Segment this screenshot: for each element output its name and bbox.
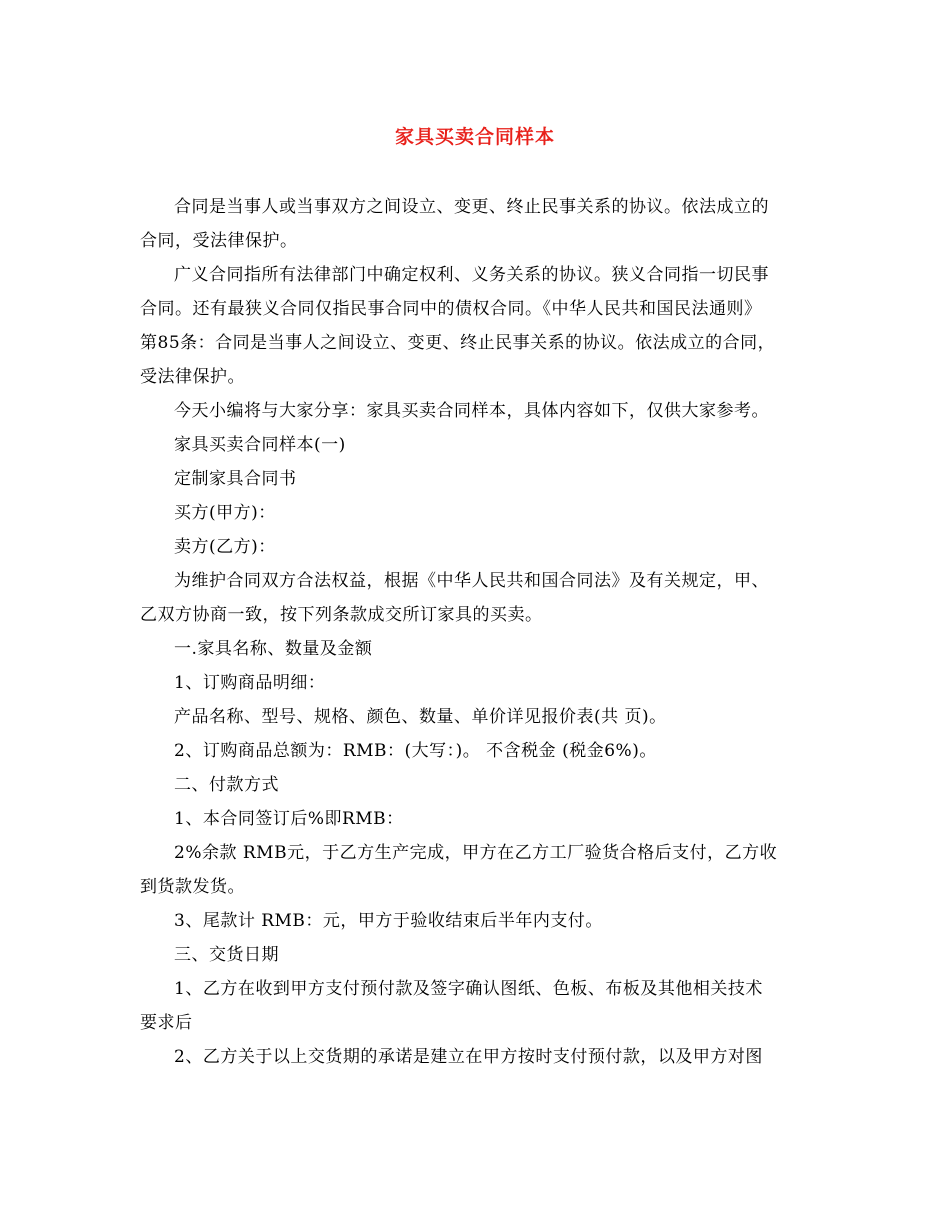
text-line: 为维护合同双方合法权益，根据《中华人民共和国合同法》及有关规定，甲、 — [174, 571, 769, 591]
document-title: 家具买卖合同样本 — [394, 126, 555, 148]
text-line: 合同是当事人或当事双方之间设立、变更、终止民事关系的协议。依法成立的 — [174, 197, 769, 217]
text-line: 合同。还有最狭义合同仅指民事合同中的债权合同。《中华人民共和国民法通则》 — [140, 299, 762, 319]
text-line: 广义合同指所有法律部门中确定权利、义务关系的协议。狭义合同指一切民事 — [174, 265, 769, 285]
text-line: 受法律保护。 — [140, 367, 245, 387]
text-line: 合同，受法律保护。 — [140, 231, 298, 251]
text-line: 买方(甲方)： — [174, 503, 276, 523]
text-line: 今天小编将与大家分享：家具买卖合同样本，具体内容如下，仅供大家参考。 — [174, 401, 769, 421]
text-line: 2、乙方关于以上交货期的承诺是建立在甲方按时支付预付款，以及甲方对图 — [174, 1047, 763, 1067]
text-line: 家具买卖合同样本(一) — [174, 435, 346, 455]
text-line: 一.家具名称、数量及金额 — [174, 639, 373, 659]
text-line: 3、尾款计 RMB：元，甲方于验收结束后半年内支付。 — [174, 911, 603, 931]
text-line: 第85条：合同是当事人之间设立、变更、终止民事关系的协议。依法成立的合同， — [140, 333, 776, 353]
text-line: 2%余款 RMB元，于乙方生产完成，甲方在乙方工厂验货合格后支付，乙方收 — [174, 843, 778, 863]
document-body — [140, 190, 815, 1074]
text-line: 卖方(乙方)： — [174, 537, 276, 557]
text-line: 产品名称、型号、规格、颜色、数量、单价详见报价表(共 页)。 — [174, 707, 667, 727]
text-line: 三、交货日期 — [174, 945, 279, 965]
text-line: 定制家具合同书 — [174, 469, 297, 489]
text-line: 2、订购商品总额为：RMB：(大写：)。 不含税金 (税金6%)。 — [174, 741, 657, 761]
text-line: 要求后 — [140, 1013, 193, 1033]
text-line: 二、付款方式 — [174, 775, 279, 795]
text-line: 乙双方协商一致，按下列条款成交所订家具的买卖。 — [140, 605, 543, 625]
text-line: 1、乙方在收到甲方支付预付款及签字确认图纸、色板、布板及其他相关技术 — [174, 979, 763, 999]
text-line: 1、订购商品明细： — [174, 673, 326, 693]
text-line: 到货款发货。 — [140, 877, 245, 897]
text-line: 1、本合同签订后%即RMB： — [174, 809, 404, 829]
